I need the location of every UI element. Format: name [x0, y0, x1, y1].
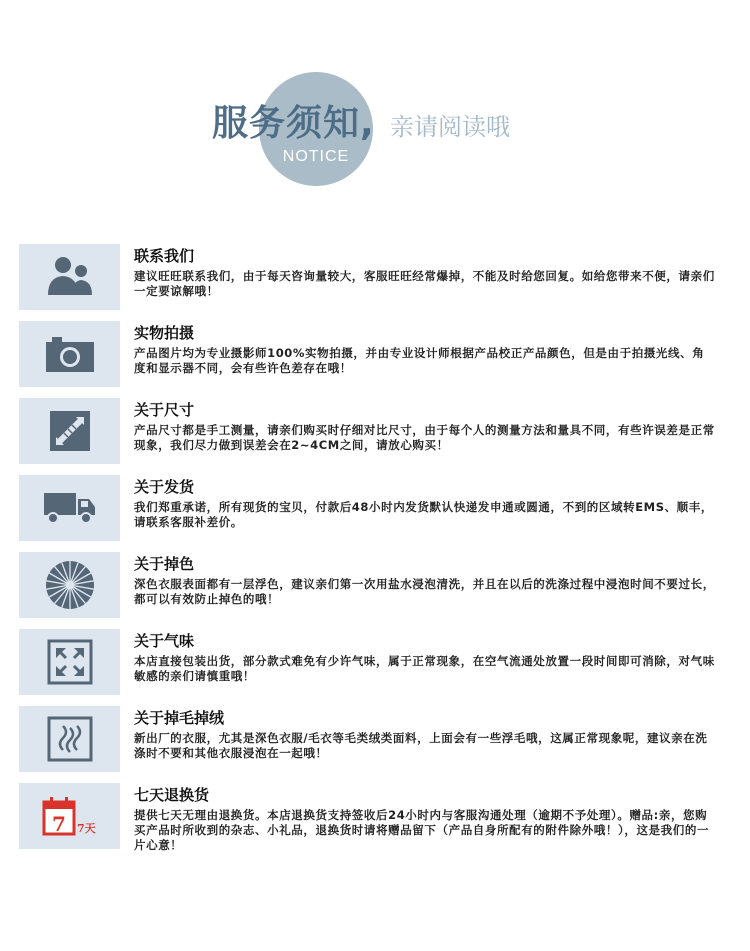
list-item-odor [0, 629, 750, 697]
item-description: 建议旺旺联系我们，由于每天咨询量较大，客服旺旺经常爆掉，不能及时给您回复。如给您带来不便，请亲们一定要谅解哦！ [134, 269, 715, 298]
item-title: 关于掉色 [134, 555, 195, 573]
page-title: 服务须知, [212, 103, 375, 144]
list-item-returns [0, 783, 750, 851]
list-item-shipping [0, 475, 750, 543]
smoke-icon [19, 706, 120, 772]
header [0, 0, 750, 230]
camera-icon [19, 321, 120, 387]
list-item-contact [0, 244, 750, 312]
item-description: 我们郑重承诺，所有现货的宝贝，付款后48小时内发货默认快递发申通或圆通，不到的区域转EMS、顺丰，请联系客服补差价。 [134, 500, 713, 529]
item-title: 实物拍摄 [134, 324, 195, 342]
color-wheel-icon [19, 552, 120, 618]
item-title: 关于发货 [134, 478, 195, 496]
item-title: 关于掉毛掉绒 [134, 709, 225, 727]
item-description: 新出厂的衣服，尤其是深色衣服/毛衣等毛类绒类面料，上面会有一些浮毛哦，这属正常现象呢，建议亲在洗涤时不要和其他衣服浸泡在一起哦！ [134, 731, 708, 760]
calendar-number: 7 [51, 812, 66, 836]
item-description: 产品尺寸都是手工测量，请亲们购买时仔细对比尺寸，由于每个人的测量方法和量具不同，有些许误差是正常现象，我们尽力做到误差会在2~4CM之间，请放心购买！ [134, 423, 715, 452]
list-item-lint [0, 706, 750, 774]
calendar-7-icon [19, 783, 120, 849]
page-subtitle: 亲请阅读哦 [390, 113, 510, 141]
item-title: 七天退换货 [134, 786, 210, 804]
item-title: 联系我们 [134, 247, 195, 265]
expand-arrows-icon [19, 629, 120, 695]
people-icon [19, 244, 120, 310]
calendar-days-label: 7天 [76, 822, 96, 835]
item-description: 提供七天无理由退换货。本店退换货支持签收后24小时内与客服沟通处理（逾期不予处理）。赠品:亲，您购买产品时所收到的杂志、小礼品，退换货时请将赠品留下（产品自身所配有的附件除外哦！），这是我们的一片心意！ [134, 808, 710, 852]
list-item-photo [0, 321, 750, 389]
list-item-color [0, 552, 750, 620]
item-description: 本店直接包装出货，部分款式难免有少许气味，属于正常现象，在空气流通处放置一段时间即可消除，对气味敏感的亲们请慎重哦！ [134, 654, 715, 683]
list-item-size [0, 398, 750, 466]
notice-label: NOTICE [282, 148, 350, 165]
item-description: 深色衣服表面都有一层浮色，建议亲们第一次用盐水浸泡清洗，并且在以后的洗涤过程中浸泡时间不要过长，都可以有效防止掉色的哦！ [134, 577, 715, 606]
item-description: 产品图片均为专业摄影师100%实物拍摄，并由专业设计师根据产品校正产品颜色，但是由于拍摄光线、角度和显示器不同，会有些许色差存在哦！ [134, 346, 705, 375]
ruler-icon [19, 398, 120, 464]
truck-icon [19, 475, 120, 541]
item-title: 关于气味 [134, 632, 195, 650]
item-title: 关于尺寸 [134, 401, 195, 419]
